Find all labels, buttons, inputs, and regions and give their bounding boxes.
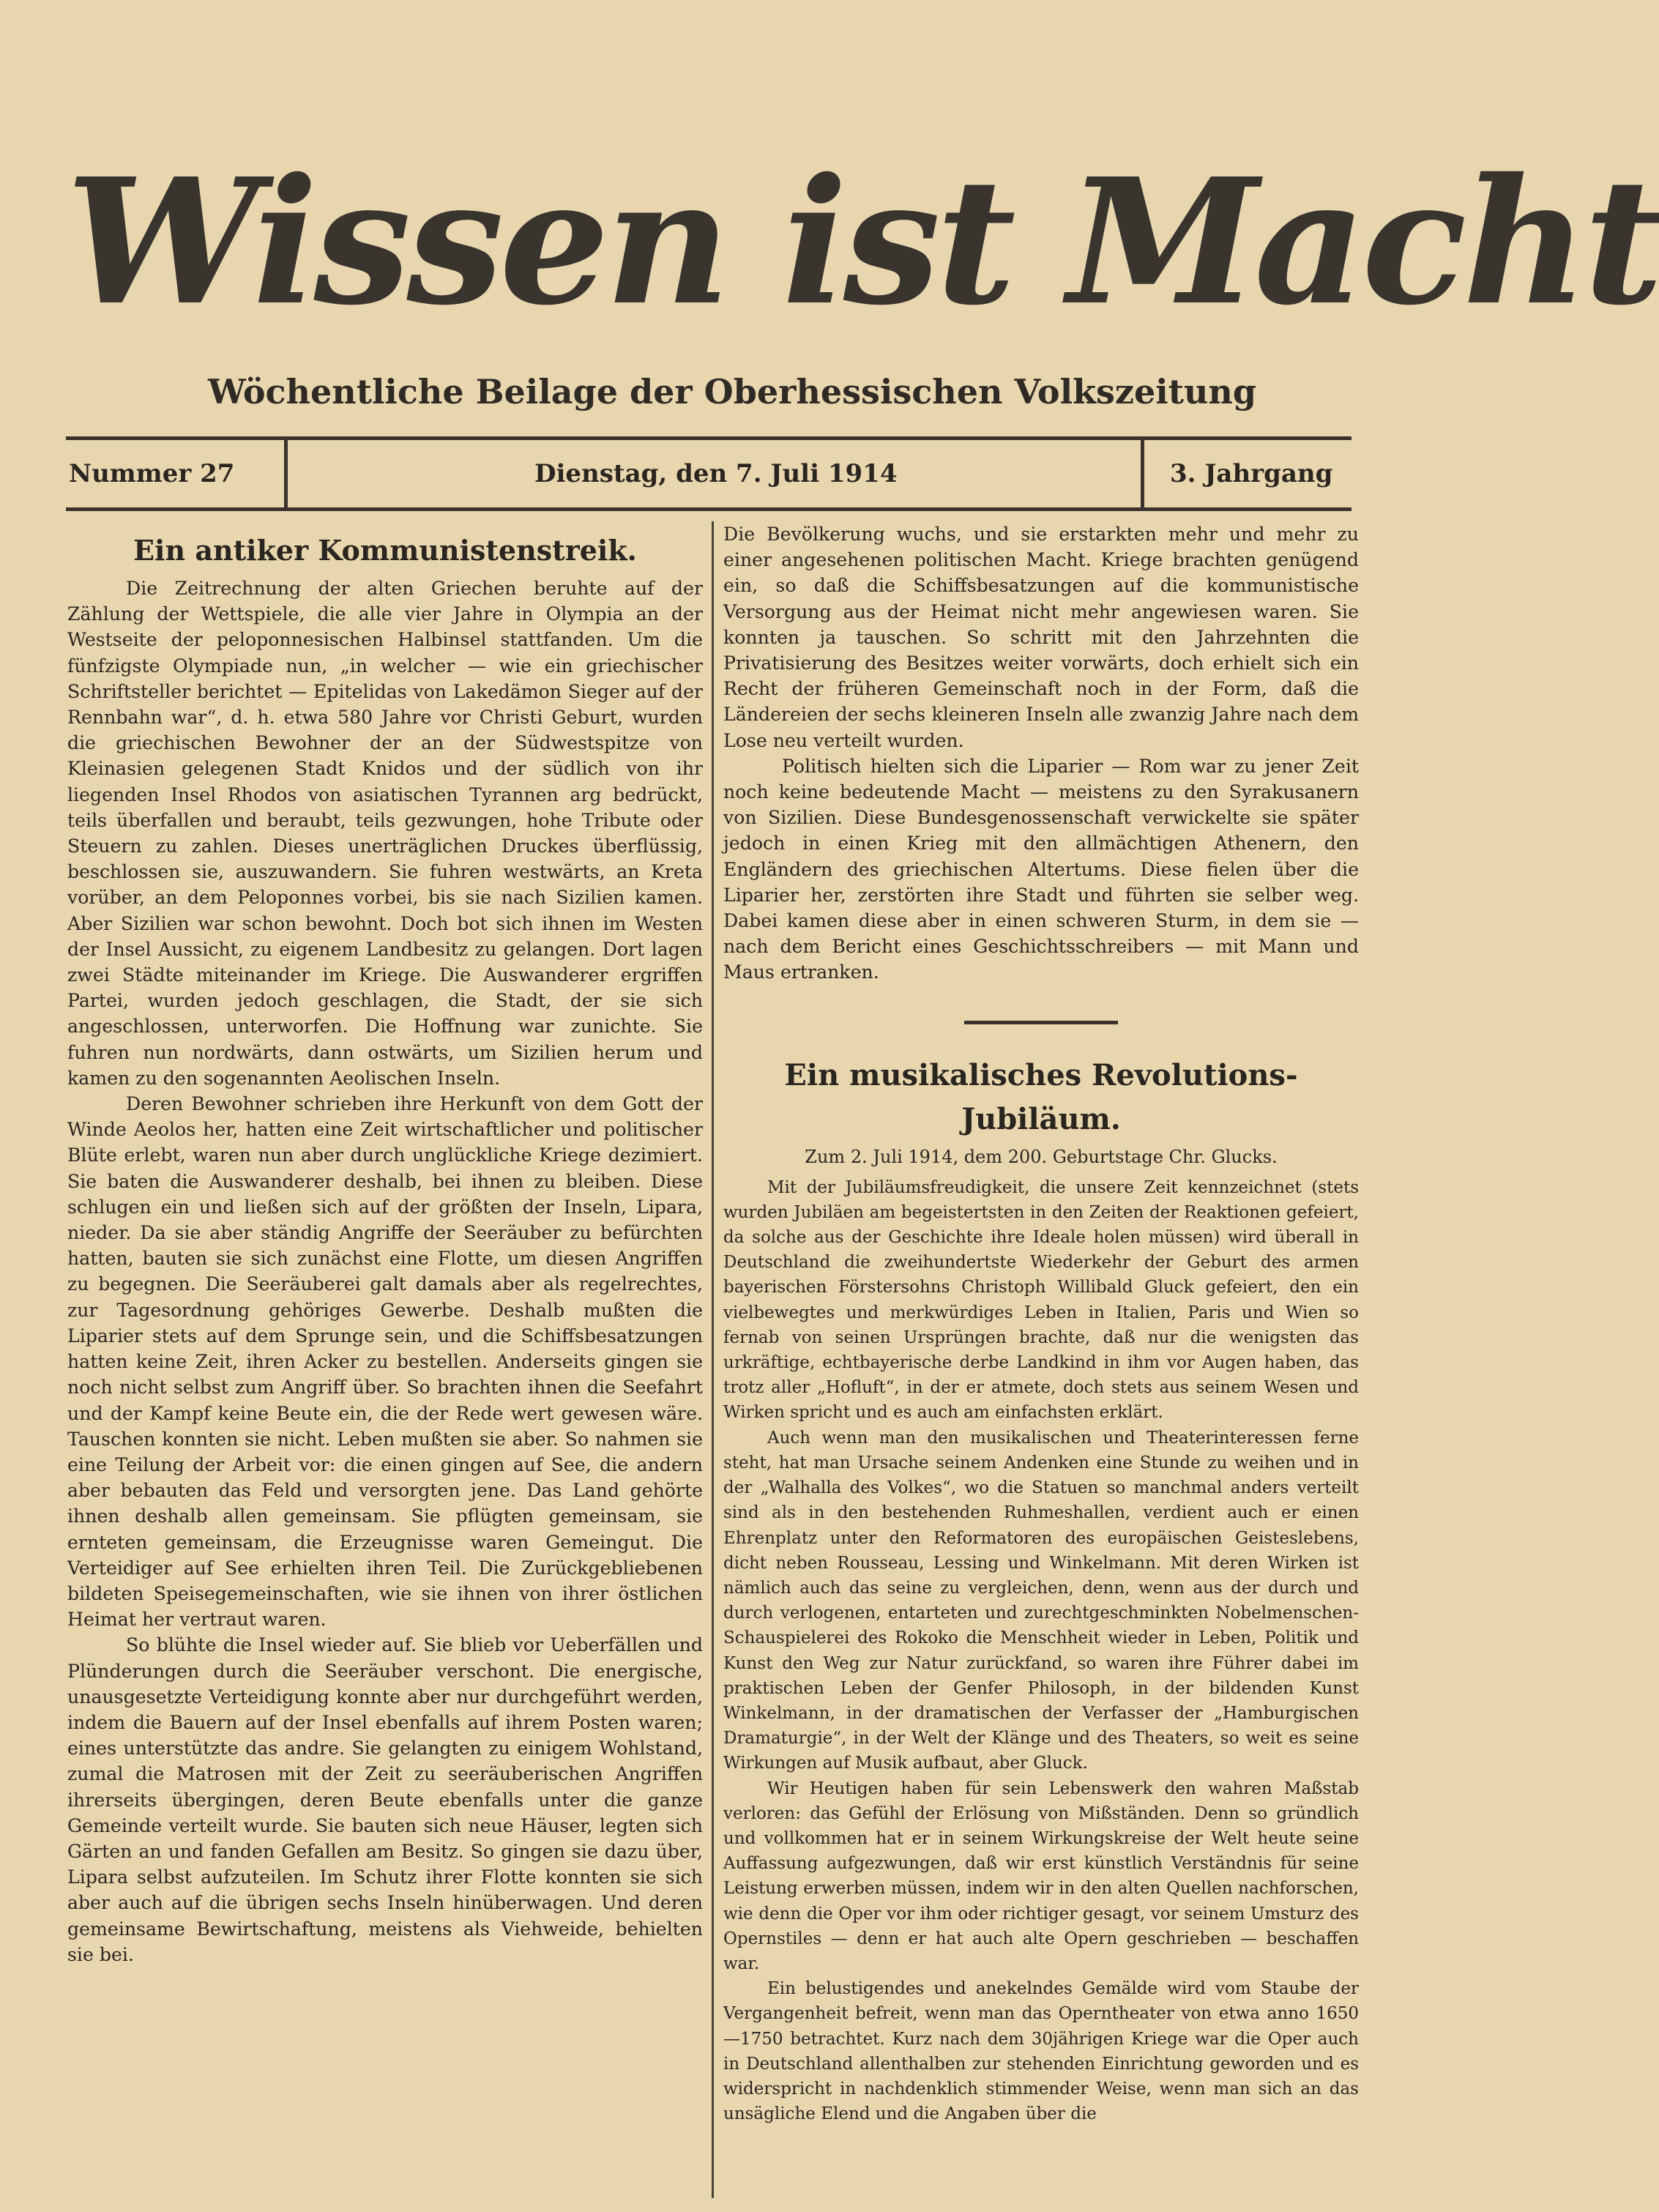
issue-volume: 3. Jahrgang — [1170, 459, 1333, 488]
article-paragraph: So blühte die Insel wieder auf. Sie blieb vor Ueberfällen und Plünderungen durch die Seeräuber verschont. Die energische, unausgesetzte Verteidigung konnte aber nur durchgeführt werden, indem die Bauern auf der Insel ebenfalls auf ihrem Posten waren; eines unterstützte das andre. Sie gelangten zu einigem Wohlstand, zumal die Matrosen mit der Zeit zu seeräuberischen Angriffen ihrerseits übergingen, deren Beute ebenfalls unter die ganze Gemeinde verteilt wurde. Sie bauten sich neue Häuser, legten sich Gärten an und fanden Gefallen am Besitz. So gingen sie dazu über, Lipara selbst aufzuteilen. Im Schutz ihrer Flotte konnten sie sich aber auch auf die übrigen sechs Inseln hinüberwagen. Und deren gemeinsame Bewirtschaftung, meistens als Viehweide, behielten sie bei. — [67, 1634, 703, 1965]
issue-date: Dienstag, den 7. Juli 1914 — [534, 459, 898, 488]
right-column — [723, 521, 1359, 2198]
article-paragraph: Auch wenn man den musikalischen und Theaterinteressen ferne steht, hat man Ursache seinem Andenken eine Stunde zu weihen und in der „Walhalla des Volkes“, wo die Statuen so manchmal anders verteilt sind als in den bestehenden Ruhmeshallen, verdient auch er einen Ehrenplatz unter den Reformatoren des europäischen Geisteslebens, dicht neben Rousseau, Lessing und Winkelmann. Mit deren Wirken ist nämlich auch das seine zu vergleichen, denn, wenn aus der durch und durch verlogenen, entarteten und zurechtgeschminkten Nobelmenschen-Schauspielerei des Rokoko die Menschheit wieder in Leben, Politik und Kunst den Weg zur Natur zurückfand, so waren ihre Führer dabei im praktischen Leben der Genfer Philosoph, in der bildenden Kunst Winkelmann, in der dramatischen der Verfasser der „Hamburgischen Dramaturgie“, in der Welt der Klänge und des Theaters, so weit es seine Wirkungen auf Musik aufbaut, aber Gluck. — [723, 1428, 1359, 1773]
article-paragraph: Die Zeitrechnung der alten Griechen beruhte auf der Zählung der Wettspiele, die alle vier Jahre in Olympia an der Westseite der peloponnesischen Halbinsel stattfanden. Um die fünfzigste Olympiade nun, „in welcher — wie ein griechischer Schriftsteller berichtet — Epitelidas von Lakedämon Sieger auf der Rennbahn war“, d. h. etwa 580 Jahre vor Christi Geburt, wurden die griechischen Bewohner der an der Südwestspitze von Kleinasien gelegenen Stadt Knidos und der südlich von ihr liegenden Insel Rhodos von asiatischen Tyrannen arg bedrückt, teils überfallen und beraubt, teils gezwungen, hohe Tribute oder Steuern zu zahlen. Dieses unerträglichen Druckes überflüssig, beschlossen sie, auszuwandern. Sie fuhren westwärts, an Kreta vorüber, an dem Peloponnes vorbei, bis sie nach Sizilien kamen. Aber Sizilien war schon bewohnt. Doch bot sich ihnen im Westen der Insel Aussicht, zu eigenem Landbesitz zu gelangen. Dort lagen zwei Städte miteinander im Kriege. Die Auswanderer ergriffen Partei, wurden jedoch geschlagen, die Stadt, der sie sich angeschlossen, unterworfen. Die Hoffnung war zunichte. Sie fuhren nun nordwärts, dann ostwärts, um Sizilien herum und kamen zu den sogenannten Aeolischen Inseln. — [67, 578, 703, 1089]
article-paragraph: Ein belustigendes und anekelndes Gemälde wird vom Staube der Vergangenheit befreit, wenn man das Operntheater von etwa anno 1650—1750 betrachtet. Kurz nach dem 30jährigen Kriege war die Oper auch in Deutschland allenthalben zur stehenden Einrichtung geworden und es widerspricht in nachdenklich stimmender Weise, wenn man sich an das unsägliche Elend und die Angaben über die — [723, 1979, 1359, 2124]
article-body-small — [723, 1175, 1359, 2127]
info-bar-divider — [284, 440, 288, 507]
masthead-title: Wissen ist Macht — [66, 140, 1659, 343]
masthead-subtitle: Wöchentliche Beilage der Oberhessischen Volkszeitung — [207, 372, 1257, 412]
article-paragraph: Wir Heutigen haben für sein Lebenswerk den wahren Maßstab verloren: das Gefühl der Erlösung von Mißständen. Denn so gründlich und vollkommen hat er in seinem Wirkungskreise der Welt heute seine Auffassung aufgezwungen, daß wir erst künstlich Verständnis für seine Leistung erwerben müssen, indem wir in den alten Quellen nachforschen, wie denn die Oper vor ihm oder richtiger gesagt, vor seinem Umsturz des Opernstiles — denn er hat auch alte Opern geschrieben — beschaffen war. — [723, 1779, 1359, 1973]
article-title: Ein antiker Kommunistenstreik. — [133, 534, 637, 567]
article-title: Ein musikalisches Revolutions-Jubiläum. — [784, 1057, 1298, 1136]
article-paragraph: Politisch hielten sich die Liparier — Rom war zu jener Zeit noch keine bedeutende Macht — meistens zu den Syrakusanern von Sizilien. Diese Bundesgenossenschaft verwickelte sie später jedoch in einen Krieg mit den allmächtigen Athenern, den Engländern des griechischen Altertums. Diese fielen über die Liparier her, zerstörten ihre Stadt und führten sie selber weg. Dabei kamen diese aber in einen schweren Sturm, in dem sie — nach dem Bericht eines Geschichtsschreibers — mit Mann und Maus ertranken. — [723, 755, 1359, 983]
masthead — [66, 139, 1659, 359]
article-paragraph: Deren Bewohner schrieben ihre Herkunft von dem Gott der Winde Aeolos her, hatten eine Zeit wirtschaftlicher und politischer Blüte erlebt, waren nun aber durch unglückliche Kriege dezimiert. Sie baten die Auswanderer deshalb, bei ihnen zu bleiben. Diese schlugen ein und ließen sich auf der größten der Inseln, Lipara, nieder. Da sie aber ständig Angriffe der Seeräuber zu befürchten hatten, bauten sie sich zunächst eine Flotte, um diesen Angriffen zu begegnen. Die Seeräuberei galt damals aber als regelrechtes, zur Tagesordnung gehöriges Gewerbe. Deshalb mußten die Liparier stets auf dem Sprunge sein, und die Schiffsbesatzungen hatten keine Zeit, ihren Acker zu bestellen. Anderseits gingen sie noch nicht selbst zum Angriff über. So brachten ihnen die Seefahrt und der Kampf keine Beute ein, die der Rede wert gewesen wäre. Tauschen konnten sie nicht. Leben mußten sie aber. So nahmen sie eine Teilung der Arbeit vor: die einen gingen auf See, die andern aber bebauten das Feld und versorgten jene. Das Land gehörte ihnen deshalb allen gemeinsam. Sie pflügten gemeinsam, sie ernteten gemeinsam, die Erzeugnisse waren Gemeingut. Die Verteidiger auf See erhielten ihren Teil. Die Zurückgebliebenen bildeten Speisegemeinschaften, wie sie ihnen von ihrer östlichen Heimat her vertraut waren. — [67, 1093, 703, 1631]
info-bar-divider — [1141, 440, 1144, 507]
column-divider — [712, 521, 714, 2198]
issue-number: Nummer 27 — [69, 459, 235, 488]
issue-info-bar — [66, 436, 1352, 511]
section-rule — [964, 1021, 1118, 1024]
article-paragraph: Die Bevölkerung wuchs, und sie erstarkten mehr und mehr zu einer angesehenen politischen Macht. Kriege brachten genügend ein, so daß die Schiffsbesatzungen auf die kommunistische Versorgung aus der Heimat nicht mehr angewiesen waren. Sie konnten ja tauschen. So schritt mit den Jahrzehnten die Privatisierung des Besitzes weiter vorwärts, doch erhielt sich ein Recht der früheren Gemeinschaft noch in der Form, daß die Ländereien der sechs kleineren Inseln alle zwanzig Jahre nach dem Lose neu verteilt wurden. — [723, 524, 1359, 751]
article-paragraph: Mit der Jubiläumsfreudigkeit, die unsere Zeit kennzeichnet (stets wurden Jubiläen am begeistertsten in den Zeiten der Reaktionen gefeiert, da solche aus der Geschichte ihre Ideale holen müssen) wird überall in Deutschland die zweihundertste Wiederkehr der Geburt des armen bayerischen Förstersohns Christoph Willibald Gluck gefeiert, den ein vielbewegtes und merkwürdiges Leben in Italien, Paris und Wien so fernab von seinen Ursprüngen brachte, daß nur die wenigsten das urkräftige, echtbayerische derbe Landkind in ihm vor Augen haben, das trotz aller „Hofluft“, in der er atmete, doch stets aus seinem Wesen und Wirken spricht und es auch am einfachsten erklärt. — [723, 1177, 1359, 1423]
article-dateline: Zum 2. Juli 1914, dem 200. Geburtstage Chr. Glucks. — [805, 1146, 1278, 1167]
left-column — [67, 521, 703, 2198]
